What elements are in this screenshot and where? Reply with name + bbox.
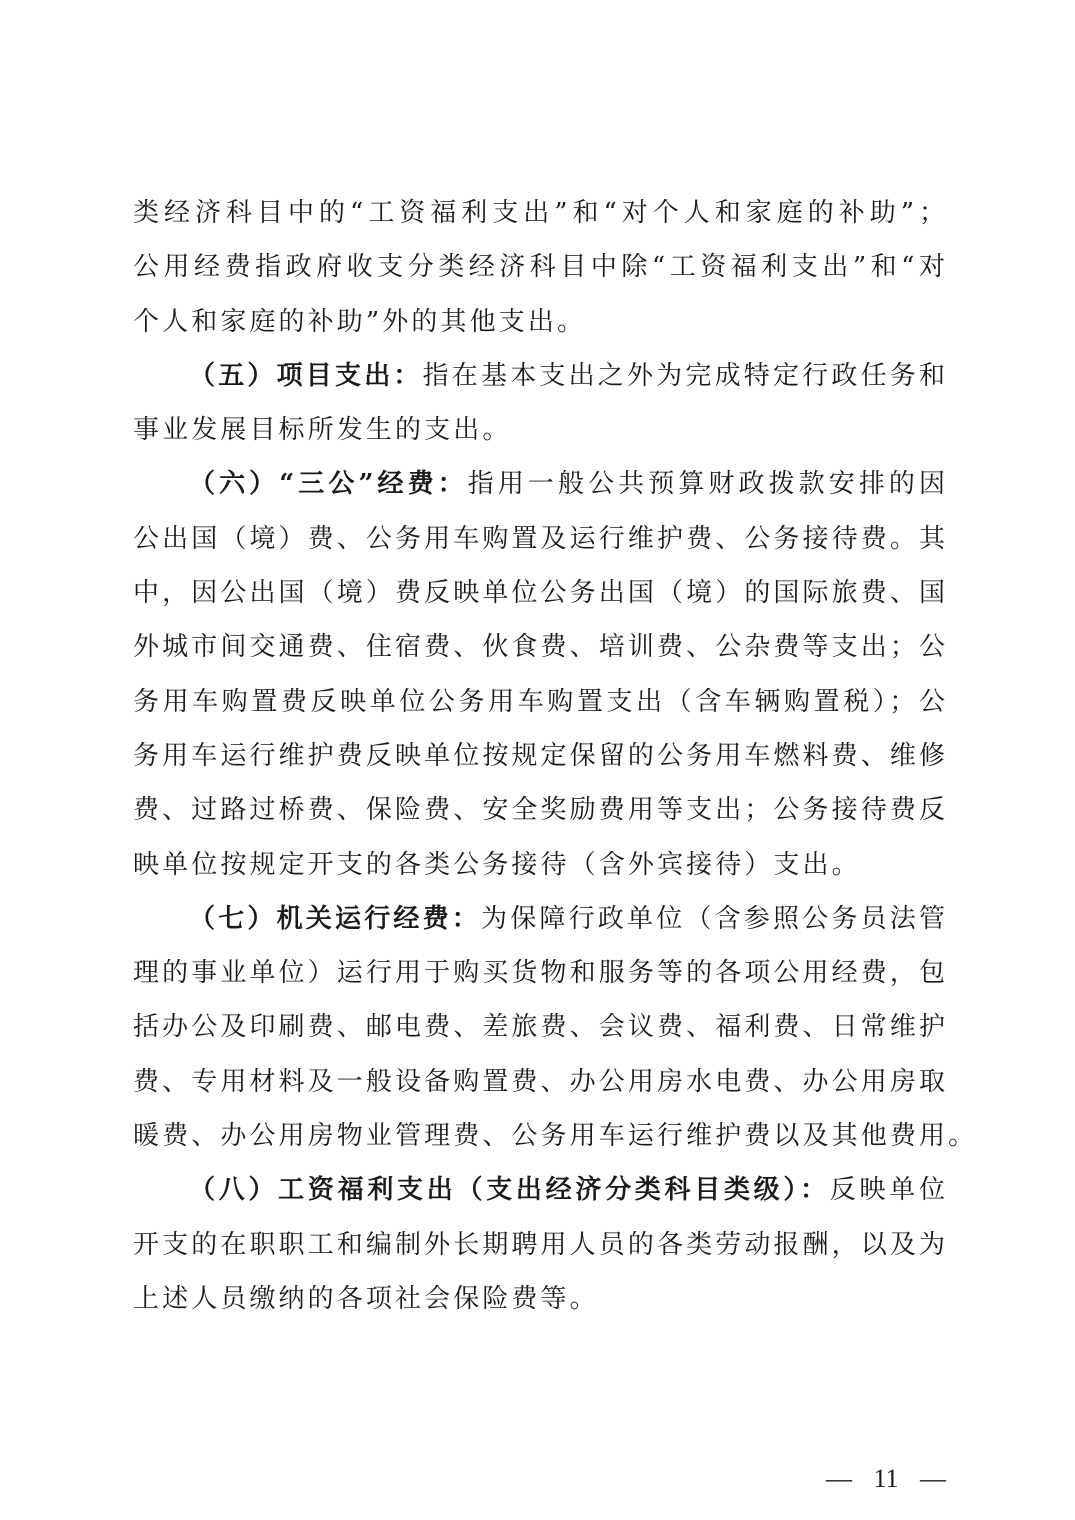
- page-number: [826, 1464, 946, 1494]
- section-heading: （八）工资福利支出（支出经济分类科目类级）：: [189, 1175, 830, 1206]
- text-line: [133, 512, 949, 566]
- line-text: 类经济科目中的“工资福利支出”和“对个人和家庭的补助”；: [133, 198, 950, 228]
- text-line: [133, 403, 945, 457]
- line-text: 务用车购置费反映单位公务用车购置支出（含车辆购置税）；公: [133, 686, 949, 717]
- line-text: 反映单位: [829, 1175, 949, 1206]
- text-line: [133, 457, 950, 511]
- text-line: [133, 1163, 949, 1217]
- text-line: [133, 566, 949, 620]
- text-line: [133, 186, 950, 240]
- text-line: [133, 675, 949, 729]
- line-text: 括办公及印刷费、邮电费、差旅费、会议费、福利费、日常维护: [133, 1012, 949, 1043]
- line-text: 外城市间交通费、住宿费、伙食费、培训费、公杂费等支出；公: [133, 632, 949, 663]
- text-line: [133, 1109, 978, 1163]
- line-text: 为保障行政单位（含参照公务员法管: [481, 903, 949, 934]
- text-line: [133, 892, 949, 946]
- line-text: 事业发展目标所发生的支出。: [133, 415, 512, 446]
- line-text: 个人和家庭的补助”外的其他支出。: [133, 306, 587, 337]
- text-line: [133, 1272, 945, 1326]
- line-text: 费、专用材料及一般设备购置费、办公用房水电费、办公用房取: [133, 1066, 949, 1097]
- line-text: 映单位按规定开支的各类公务接待（含外宾接待）支出。: [133, 849, 861, 880]
- text-line: [133, 1218, 949, 1272]
- text-line: [133, 729, 949, 783]
- text-line: [133, 1000, 949, 1054]
- text-line: [133, 838, 945, 892]
- line-text: 中，因公出国（境）费反映单位公务出国（境）的国际旅费、国: [133, 578, 949, 609]
- text-line: [133, 620, 949, 674]
- line-text: 指用一般公共预算财政拨款安排的因: [467, 469, 950, 500]
- line-text: 公出国（境）费、公务用车购置及运行维护费、公务接待费。其: [133, 523, 949, 554]
- page-number-dash-left: —: [826, 1464, 852, 1493]
- text-line: [133, 295, 945, 349]
- line-text: 务用车运行维护费反映单位按规定保留的公务用车燃料费、维修: [133, 740, 949, 771]
- line-text: 上述人员缴纳的各项社会保险费等。: [133, 1283, 599, 1314]
- line-text: 费、过路过桥费、保险费、安全奖励费用等支出；公务接待费反: [133, 795, 949, 826]
- line-text: 公用经费指政府收支分类经济科目中除“工资福利支出”和“对: [133, 252, 950, 283]
- section-heading: （五）项目支出：: [189, 360, 423, 391]
- section-heading: （七）机关运行经费：: [189, 903, 481, 934]
- text-line: [133, 783, 949, 837]
- line-text: 理的事业单位）运行用于购买货物和服务等的各项公用经费，包: [133, 958, 949, 989]
- line-text: 暖费、办公用房物业管理费、公务用车运行维护费以及其他费用。: [133, 1121, 978, 1152]
- text-line: [133, 1055, 949, 1109]
- document-body: [133, 186, 978, 1326]
- section-heading: （六）“三公”经费：: [189, 469, 468, 500]
- line-text: 开支的在职职工和编制外长期聘用人员的各类劳动报酬，以及为: [133, 1229, 949, 1260]
- text-line: [133, 946, 949, 1000]
- page-number-value: 11: [873, 1464, 899, 1493]
- page-number-dash-right: —: [919, 1464, 946, 1493]
- line-text: 指在基本支出之外为完成特定行政任务和: [422, 360, 949, 391]
- text-line: [133, 240, 950, 294]
- text-line: [133, 349, 949, 403]
